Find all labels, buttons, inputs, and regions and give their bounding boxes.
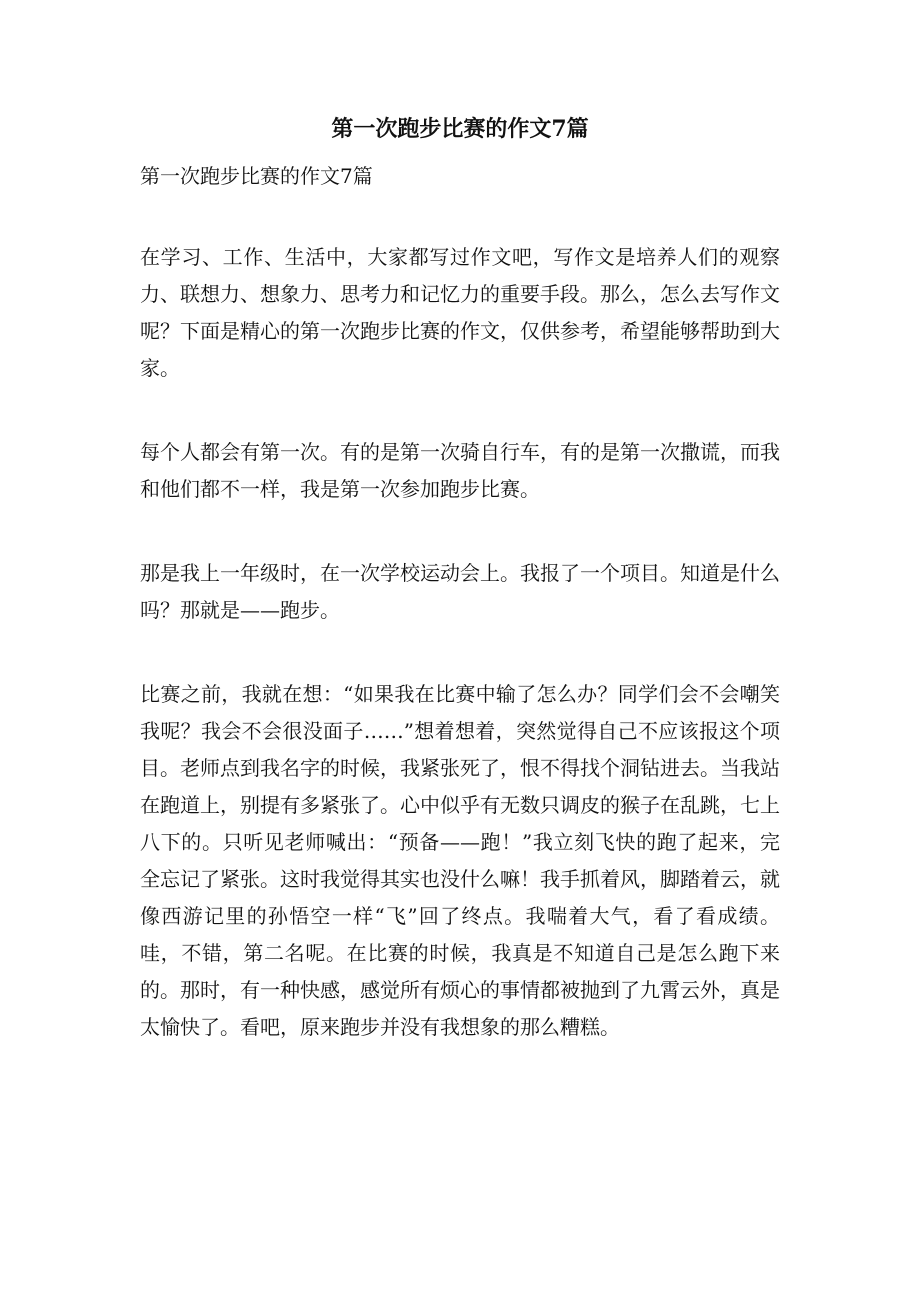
- paragraph-race: 比赛之前，我就在想：“如果我在比赛中输了怎么办？同学们会不会嘲笑我呢？我会不会很没面子……”想着想着，突然觉得自己不应该报这个项目。老师点到我名字的时候，我紧张死了，恨不得找个洞钻进去。当我站在跑道上，别提有多紧张了。心中似乎有无数只调皮的猴子在乱跳，七上八下的。只听见老师喊出：“预备——跑！”我立刻飞快的跑了起来，完全忘记了紧张。这时我觉得其实也没什么嘛！我手抓着风，脚踏着云，就像西游记里的孙悟空一样“飞”回了终点。我喘着大气，看了看成绩。哇，不错，第二名呢。在比赛的时候，我真是不知道自己是怎么跑下来的。那时，有一种快感，感觉所有烦心的事情都被抛到了九霄云外，真是太愉快了。看吧，原来跑步并没有我想象的那么糟糕。: [140, 682, 780, 1039]
- document-subtitle: 第一次跑步比赛的作文7篇: [140, 164, 373, 188]
- paragraph-first-time: 每个人都会有第一次。有的是第一次骑自行车，有的是第一次撒谎，而我和他们都不一样，我是第一次参加跑步比赛。: [140, 440, 780, 501]
- document-title: 第一次跑步比赛的作文7篇: [331, 116, 589, 142]
- paragraph-intro: 在学习、工作、生活中，大家都写过作文吧，写作文是培养人们的观察力、联想力、想象力、思考力和记忆力的重要手段。那么，怎么去写作文呢？下面是精心的第一次跑步比赛的作文，仅供参考，希望能够帮助到大家。: [140, 245, 780, 380]
- paragraph-sports-meet: 那是我上一年级时，在一次学校运动会上。我报了一个项目。知道是什么吗？那就是——跑步。: [140, 561, 780, 622]
- document-body: [140, 158, 780, 1093]
